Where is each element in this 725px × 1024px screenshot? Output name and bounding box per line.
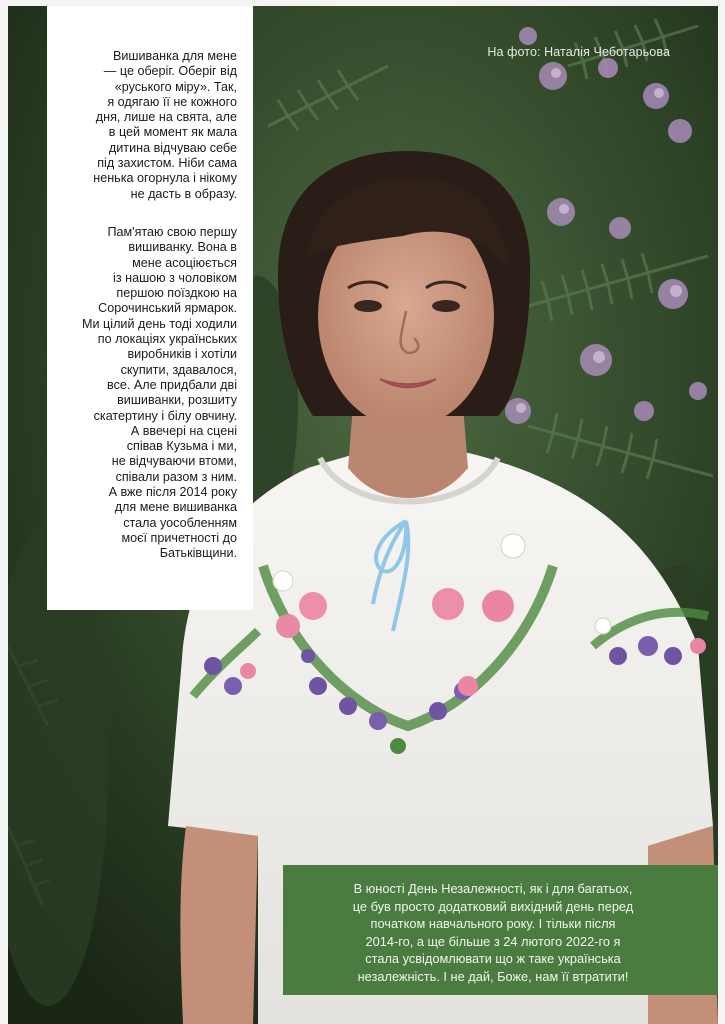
left-arm xyxy=(180,826,258,1024)
quote-paragraph-1: Вишиванка для мене — це оберіг. Оберіг від «руського міру». Так, я одягаю її не кожного дня, лише на свята, але в цей момент як мала дитина відчуваю себе під захистом. Ніби сама ненька огорнула і нікому не дасть в образу. xyxy=(93,49,237,201)
left-eye xyxy=(354,300,382,312)
quote-text-box xyxy=(47,6,253,610)
photo-credit: На фото: Наталія Чеботарьова xyxy=(487,45,670,59)
page-left-edge xyxy=(0,0,8,1024)
independence-callout xyxy=(283,865,718,995)
callout-text: В юності День Незалежності, як і для багатьох, це був просто додатковий вихідний день перед початком навчального року. І тільки після 2014-го, а ще більше з 24 лютого 2022-го я стала усвідомлювати що ж таке українська незалежність. І не дай, Боже, нам її втратити! xyxy=(352,881,634,984)
page-right-edge xyxy=(718,0,725,1024)
right-eye xyxy=(432,300,460,312)
quote-paragraph-2: Пам'ятаю свою першу вишиванку. Вона в мене асоціюється із нашою з чоловіком першою поїздкою на Сорочинський ярмарок. Ми цілий день тоді ходили по локаціях українських виробників і хотіли скупити, здавалося, все. Але придбали дві вишиванки, розшиту скатертину і білу овчину. А ввечері на сцені співав Кузьма і ми, не відчуваючи втоми, співали разом з ним. А вже після 2014 року для мене вишиванка стала уособленням моєї причетності до Батьківщини. xyxy=(82,225,237,561)
